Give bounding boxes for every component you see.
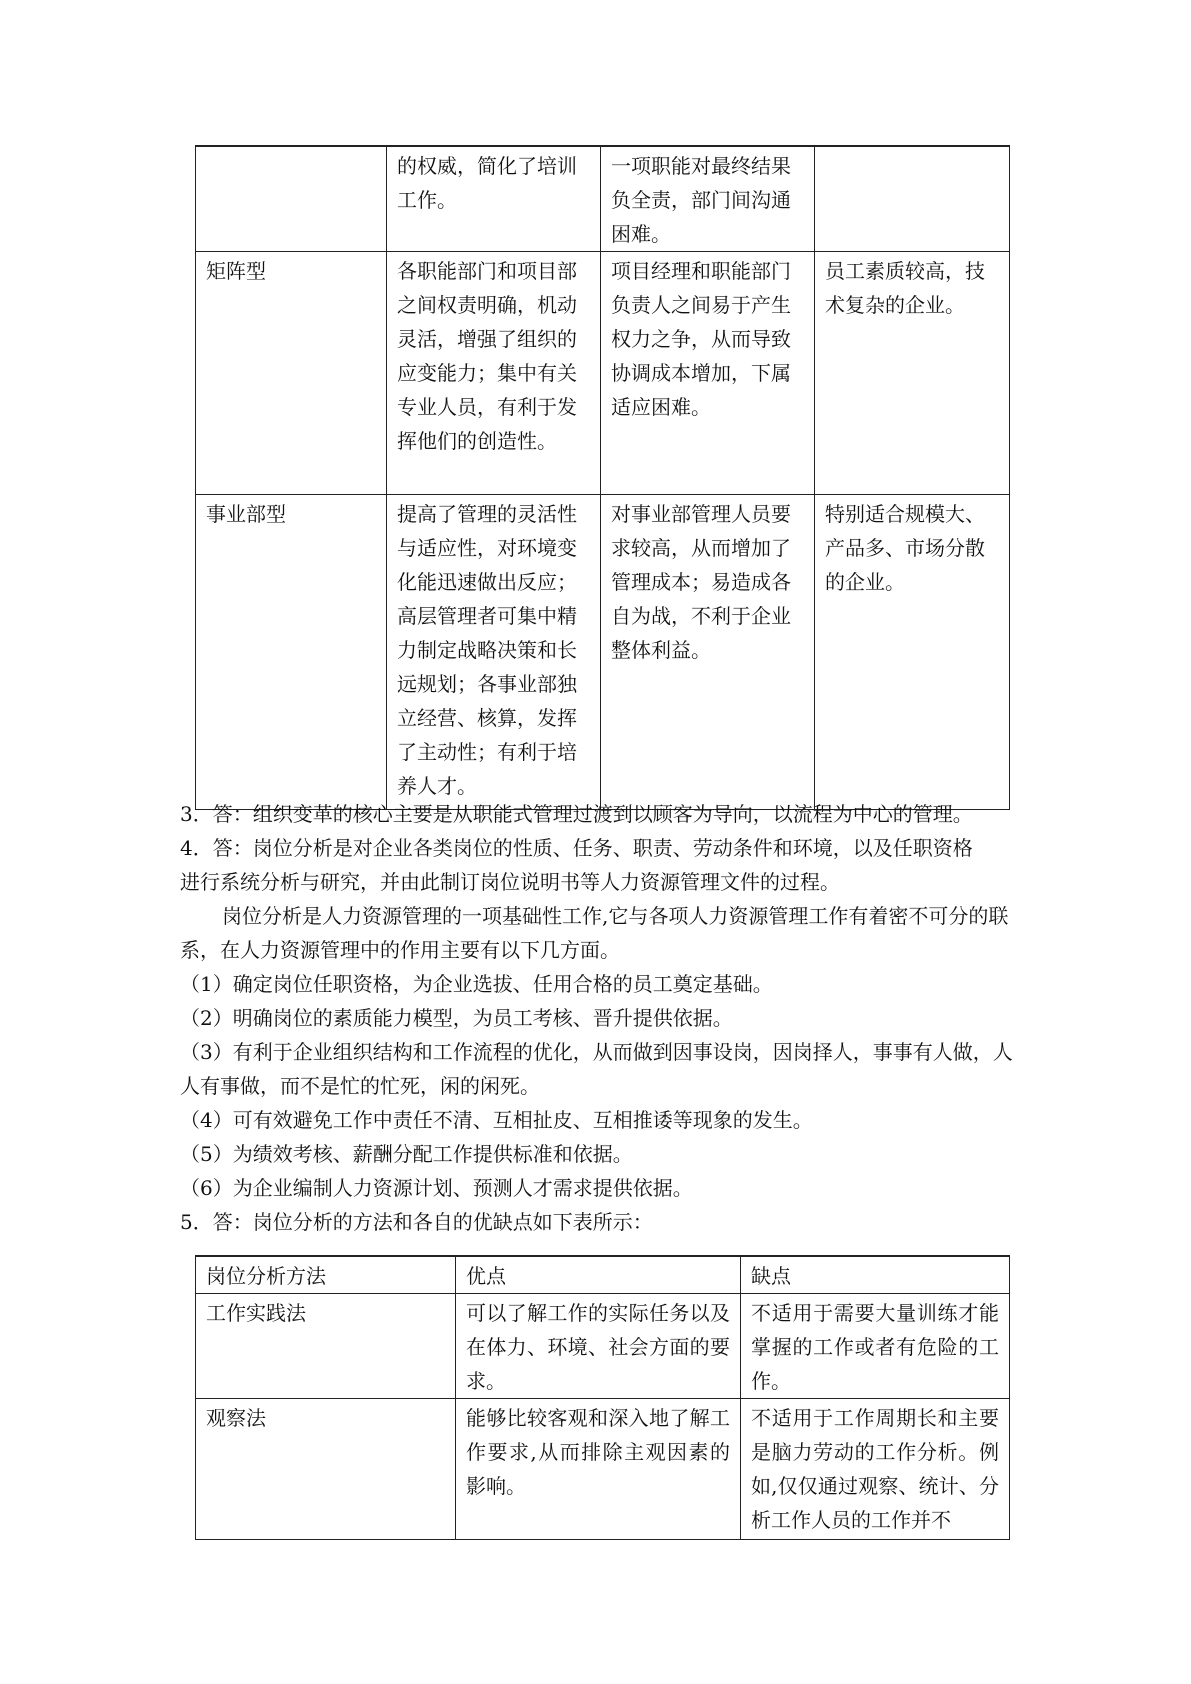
disadvantages-cell: 项目经理和职能部门负责人之间易于产生权力之争，从而导致协调成本增加，下属适应困难。	[601, 252, 815, 495]
advantages-cell: 提高了管理的灵活性与适应性，对环境变化能迅速做出反应；高层管理者可集中精力制定战略决策和长远规划；各事业部独立经营、核算，发挥了主动性；有利于培养人才。	[387, 495, 601, 810]
advantages-cell: 的权威，简化了培训工作。	[387, 146, 601, 252]
cons-cell: 不适用于工作周期长和主要是脑力劳动的工作分析。例如,仅仅通过观察、统计、分析工作人员的工作并不	[741, 1399, 1010, 1540]
advantages-cell: 各职能部门和项目部之间权责明确，机动灵活，增强了组织的应变能力；集中有关专业人员，有利于发挥他们的创造性。	[387, 252, 601, 495]
answers-section	[180, 797, 1018, 1239]
answer-4-line-2: 进行系统分析与研究，并由此制订岗位说明书等人力资源管理文件的过程。	[180, 870, 840, 894]
table-row	[196, 252, 1010, 495]
table-header-row	[196, 1256, 1010, 1294]
column-header-cons: 缺点	[741, 1256, 1010, 1294]
list-item: （6）为企业编制人力资源计划、预测人才需求提供依据。	[180, 1176, 693, 1200]
applicable-cell: 员工素质较高，技术复杂的企业。	[815, 252, 1010, 495]
structure-type-cell	[196, 146, 387, 252]
pros-cell: 能够比较客观和深入地了解工作要求,从而排除主观因素的影响。	[456, 1399, 741, 1540]
table-row	[196, 146, 1010, 252]
applicable-cell	[815, 146, 1010, 252]
list-item: （3）有利于企业组织结构和工作流程的优化，从而做到因事设岗，因岗择人，事事有人做，人人有事做，而不是忙的忙死，闲的闲死。	[180, 1040, 1013, 1098]
job-analysis-methods-table	[195, 1255, 1010, 1540]
answer-4-paragraph-2: 岗位分析是人力资源管理的一项基础性工作,它与各项人力资源管理工作有着密不可分的联系，在人力资源管理中的作用主要有以下几方面。	[180, 904, 1009, 962]
structure-type-cell: 矩阵型	[196, 252, 387, 495]
applicable-cell: 特别适合规模大、产品多、市场分散的企业。	[815, 495, 1010, 810]
table-row	[196, 1399, 1010, 1540]
method-cell: 工作实践法	[196, 1294, 456, 1399]
answer-4-line-1: 4．答：岗位分析是对企业各类岗位的性质、任务、职责、劳动条件和环境，以及任职资格	[180, 836, 973, 860]
column-header-method: 岗位分析方法	[196, 1256, 456, 1294]
list-item: （2）明确岗位的素质能力模型，为员工考核、晋升提供依据。	[180, 1006, 733, 1030]
structure-type-cell: 事业部型	[196, 495, 387, 810]
answer-3: 3．答：组织变革的核心主要是从职能式管理过渡到以顾客为导向，以流程为中心的管理。	[180, 802, 973, 826]
pros-cell: 可以了解工作的实际任务以及在体力、环境、社会方面的要求。	[456, 1294, 741, 1399]
method-cell: 观察法	[196, 1399, 456, 1540]
org-structure-table	[195, 145, 1010, 810]
table-row	[196, 1294, 1010, 1399]
answer-5: 5．答：岗位分析的方法和各自的优缺点如下表所示：	[180, 1210, 653, 1234]
column-header-pros: 优点	[456, 1256, 741, 1294]
table-row	[196, 495, 1010, 810]
list-item: （5）为绩效考核、薪酬分配工作提供标准和依据。	[180, 1142, 633, 1166]
cons-cell: 不适用于需要大量训练才能掌握的工作或者有危险的工作。	[741, 1294, 1010, 1399]
disadvantages-cell: 一项职能对最终结果负全责，部门间沟通困难。	[601, 146, 815, 252]
disadvantages-cell: 对事业部管理人员要求较高，从而增加了管理成本；易造成各自为战，不利于企业整体利益。	[601, 495, 815, 810]
list-item: （1）确定岗位任职资格，为企业选拔、任用合格的员工奠定基础。	[180, 972, 773, 996]
list-item: （4）可有效避免工作中责任不清、互相扯皮、互相推诿等现象的发生。	[180, 1108, 813, 1132]
